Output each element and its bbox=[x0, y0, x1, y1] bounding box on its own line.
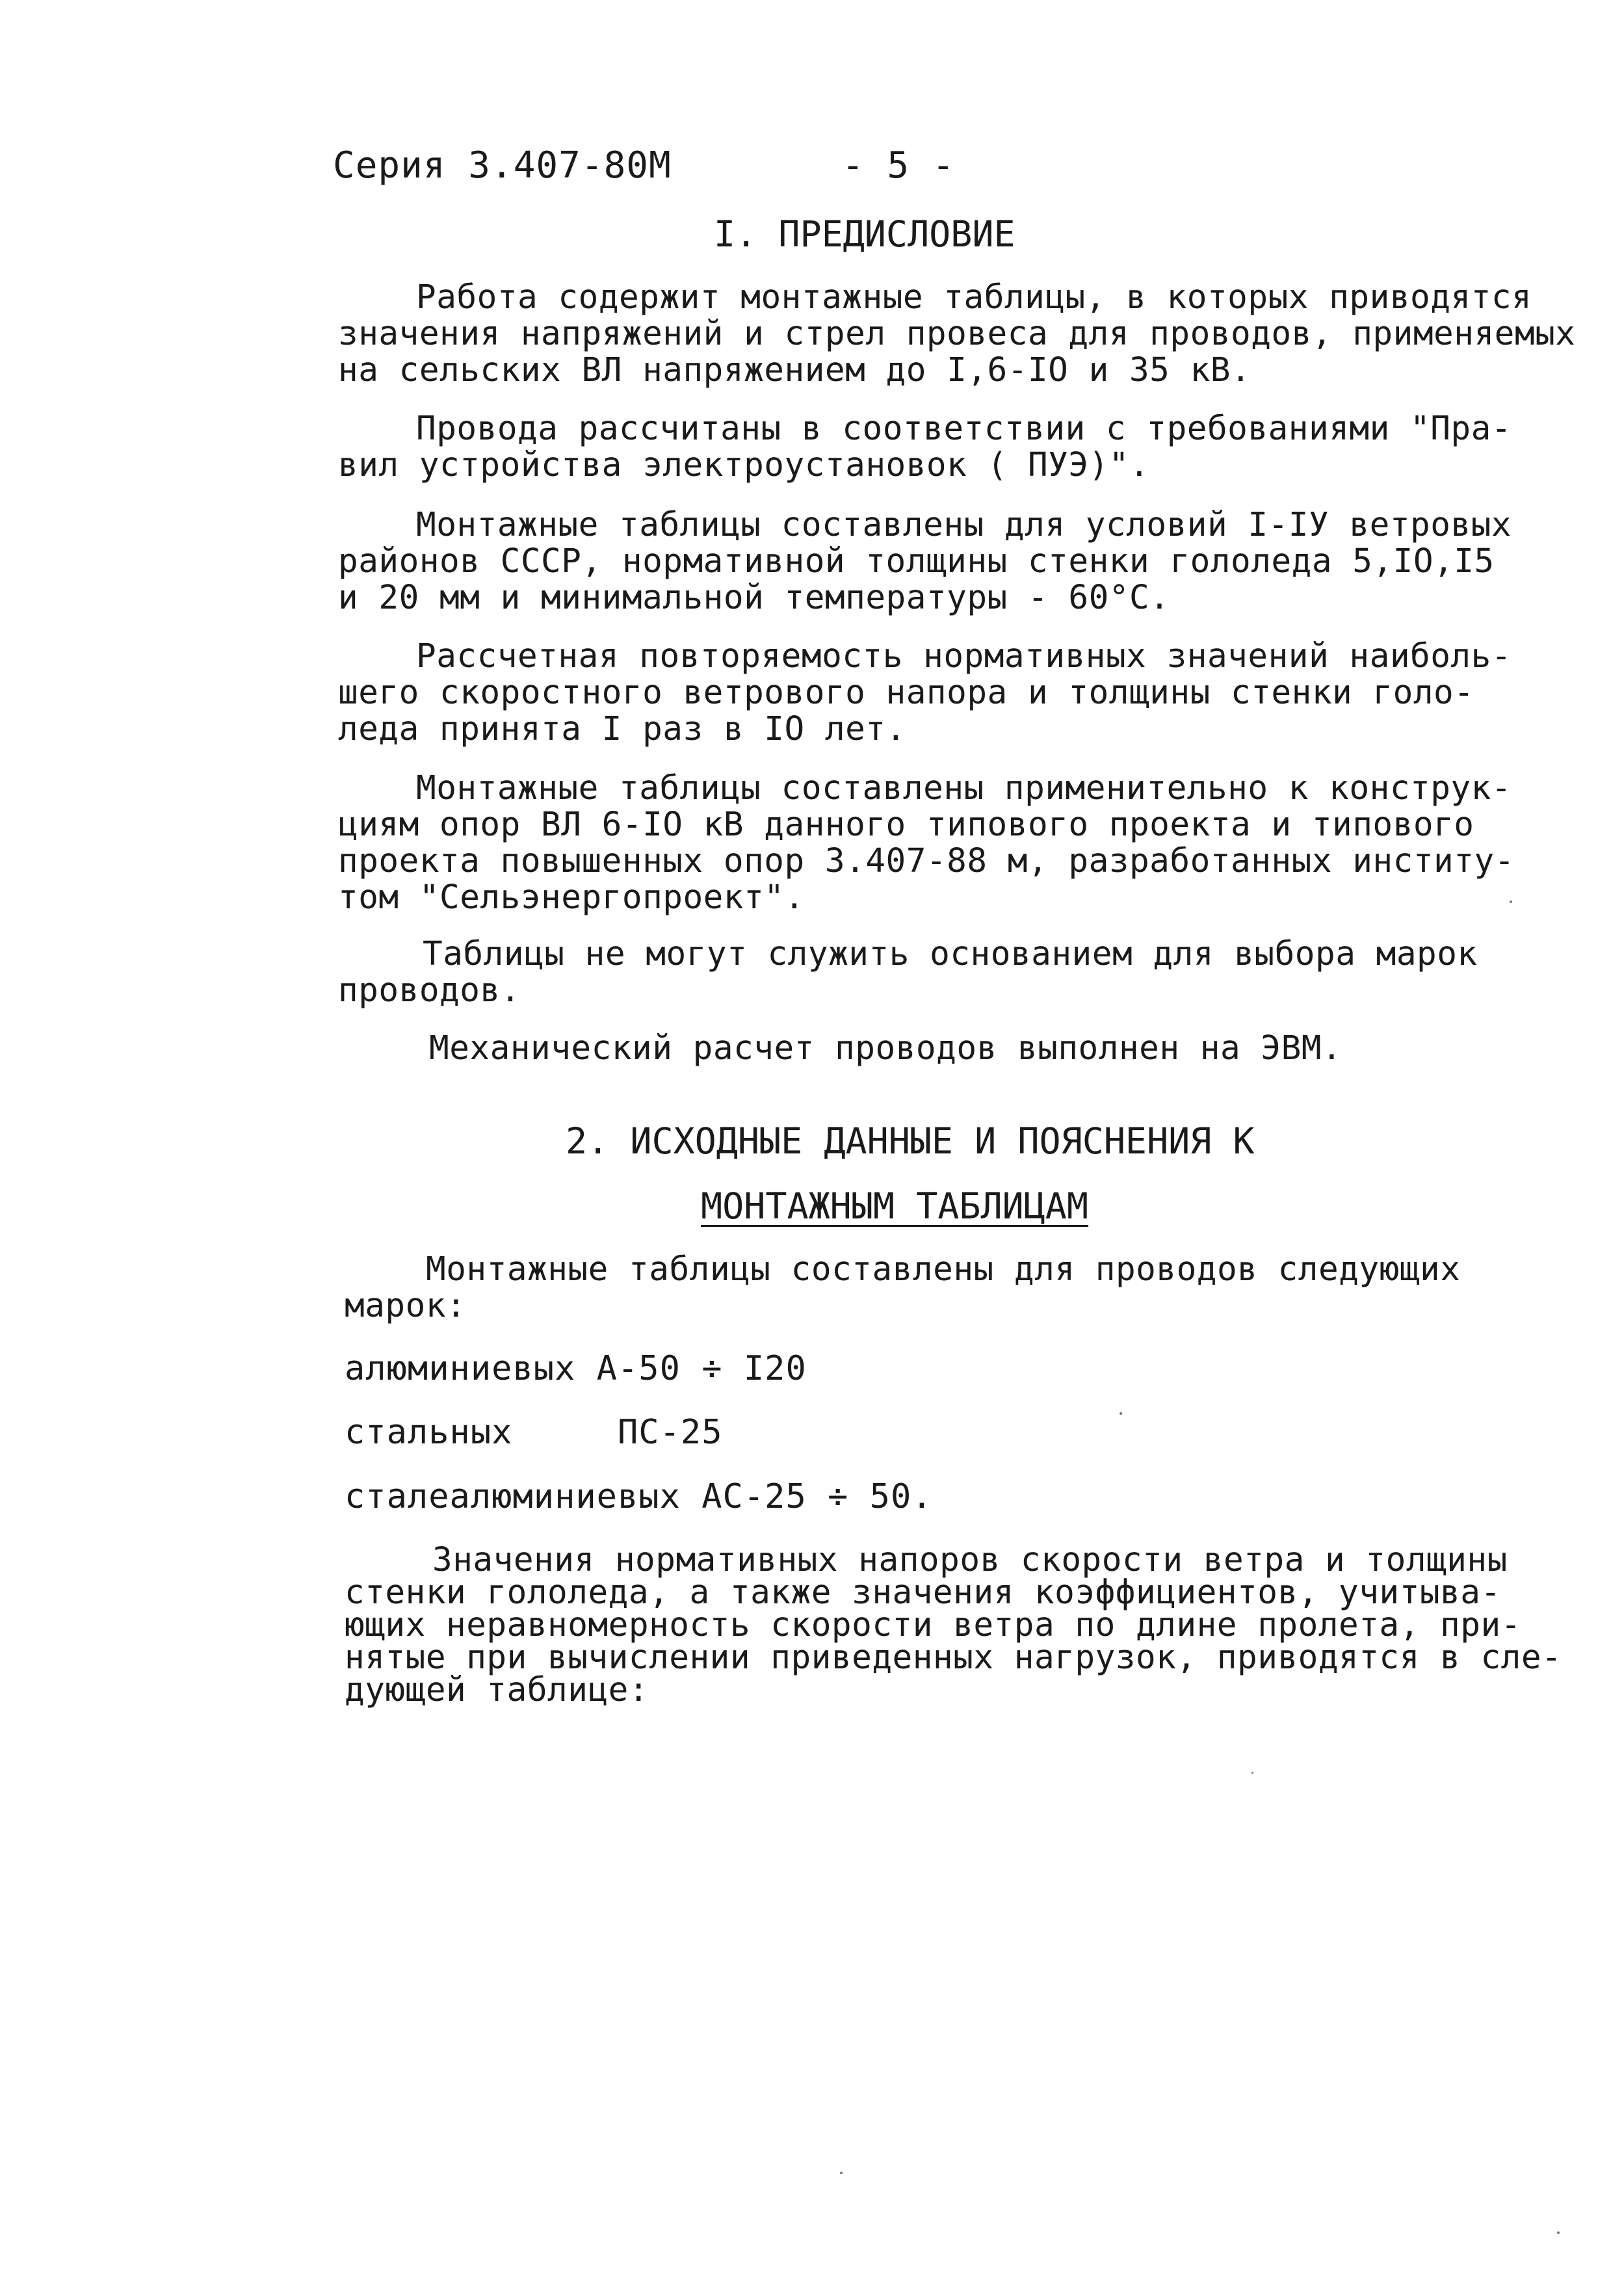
series-label: Серия 3.407-80М bbox=[333, 144, 672, 187]
paragraph-5: Монтажные таблицы составлены применительно к конструк- циям опор ВЛ 6-IO кВ данного типового проекта и типового проекта повышенных опор 3.407-88 м, разработанных институ- том "Сельэнергопроект". bbox=[338, 769, 1515, 917]
scan-speck bbox=[1510, 901, 1512, 903]
section-2-closing: Значения нормативных напоров скорости ветра и толщины стенки гололеда, а также значения коэффициентов, учитыва- ющих неравномерность скорости ветра по длине пролета, при- нятые при вычислении приведенных нагрузок, приводятся в сле- дующей таблице: bbox=[345, 1541, 1562, 1709]
wire-item-aluminium: алюминиевых А-50 ÷ I20 bbox=[345, 1349, 807, 1388]
wire-item-steel-aluminium: сталеалюминиевых АС-25 ÷ 50. bbox=[345, 1477, 933, 1516]
paragraph-2: Провода рассчитаны в соответствии с требованиями "Пра- вил устройства электроустановок ( ПУЭ)". bbox=[338, 410, 1512, 484]
page-number: - 5 - bbox=[842, 144, 955, 187]
scan-speck bbox=[1251, 1772, 1253, 1774]
section-1-title: I. ПРЕДИСЛОВИЕ bbox=[714, 213, 1015, 255]
section-2-title: 2. ИСХОДНЫЕ ДАННЫЕ И ПОЯСНЕНИЯ К bbox=[566, 1120, 1255, 1162]
paragraph-6: Таблицы не могут служить основанием для выбора марок проводов. bbox=[338, 935, 1478, 1010]
paragraph-3: Монтажные таблицы составлены для условий I-IУ ветровых районов СССР, нормативной толщины стенки гололеда 5,IO,I5 и 20 мм и минимальной температуры - 60°С. bbox=[338, 506, 1512, 617]
paragraph-4: Рассчетная повторяемость нормативных значений наиболь- шего скоростного ветрового напора и толщины стенки голо- леда принята I раз в IO лет. bbox=[338, 637, 1512, 748]
paragraph-7: Механический расчет проводов выполнен на ЭВМ. bbox=[429, 1029, 1342, 1068]
section-2-subtitle: МОНТАЖНЫМ ТАБЛИЦАМ bbox=[701, 1185, 1089, 1227]
section-2-intro: Монтажные таблицы составлены для проводов следующих марок: bbox=[345, 1250, 1461, 1325]
scan-speck bbox=[840, 2172, 843, 2174]
wire-item-steel: стальных ПС-25 bbox=[345, 1413, 723, 1452]
scan-speck bbox=[1557, 2231, 1560, 2234]
paragraph-1: Работа содержит монтажные таблицы, в которых приводятся значения напряжений и стрел провеса для проводов, применяемых на сельских ВЛ напряжением до I,6-IO и 35 кВ. bbox=[338, 278, 1576, 389]
scan-speck bbox=[1120, 1412, 1122, 1415]
